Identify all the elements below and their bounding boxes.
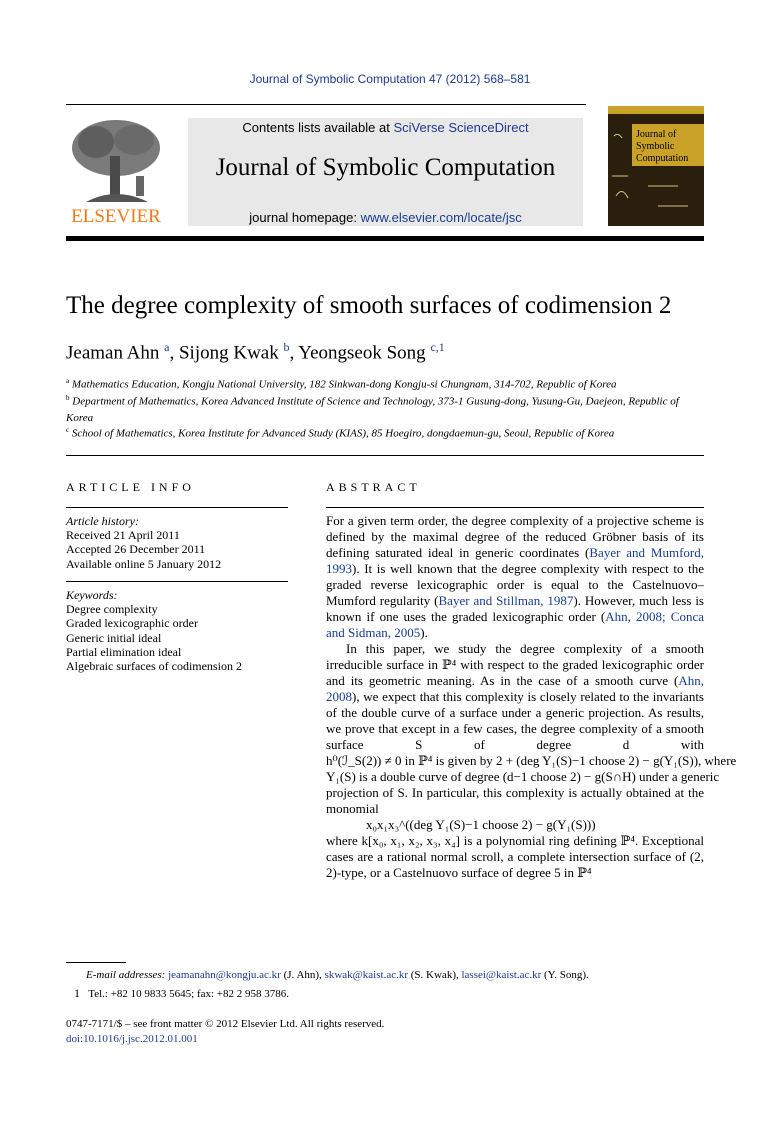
abstract-paragraph: where k[x₀, x₁, x₂, x₃, x₄] is a polynomial ring defining ℙ⁴. Exceptional cases are a rational normal scroll, a complete intersection surface of (2, 2)-type, or a Castelnuovo surface of degree 5 in ℙ⁴: [326, 833, 704, 880]
abstract-paragraph: For a given term order, the degree complexity of a projective scheme is defined by the maximal degree of the reduced Gröbner basis of its defining saturated ideal in generic coordinates (Bayer and Mumford, 1993). It is well known that the degree complexity with respect to the graded reverse lexicographic order is equal to the Castelnuovo–Mumford regularity (Bayer and Stillman, 1987). However, much less is known if one uses the graded lexicographic order (Ahn, 2008; Conca and Sidman, 2005).: [326, 513, 705, 640]
email-link[interactable]: lassei@kaist.ac.kr: [461, 969, 542, 981]
citation-link[interactable]: Bayer and Stillman, 1987: [438, 593, 574, 608]
affiliation: $^a$ Mathematics Education, Kongju National University, 182 Sinkwan-dong Kongju-si Chungnam, 314-702, Republic of Korea: [66, 377, 617, 391]
page-footer: [66, 1017, 384, 1047]
journal-cover-image: [608, 106, 704, 226]
citation-link[interactable]: Bayer and Mumford, 1993: [326, 545, 705, 576]
author-affil-mark[interactable]: a: [164, 340, 170, 354]
sciencedirect-link[interactable]: SciVerse ScienceDirect: [393, 120, 529, 135]
journal-name: Journal of Symbolic Computation: [215, 154, 556, 181]
keyword-item: Algebraic surfaces of codimension 2: [66, 659, 242, 674]
article-title: The degree complexity of smooth surfaces of codimension 2: [66, 292, 672, 319]
keywords-list: Keywords: Degree complexity Graded lexicographic order Generic initial ideal Partial elimination ideal Algebraic surfaces of codimension 2: [66, 588, 288, 673]
keywords-rule: [66, 581, 288, 582]
history-item: Received 21 April 2011: [66, 528, 180, 543]
email-footnote: E-mail addresses: jeamanahn@kongju.ac.kr (J. Ahn), skwak@kaist.ac.kr (S. Kwak), lassei@kaist.ac.kr (Y. Song).: [86, 969, 589, 981]
footnote-rule: [66, 962, 126, 963]
author-affil-mark[interactable]: c,1: [430, 340, 445, 354]
history-item: Accepted 26 December 2011: [66, 542, 206, 557]
math-expression: Y₁(S) is a double curve of degree (d−1 choose 2) − g(S∩H) under a generic: [326, 769, 720, 784]
svg-text:Computation: Computation: [636, 153, 689, 164]
abstract-rule: [326, 507, 704, 508]
article-info-heading: ARTICLE INFO: [66, 480, 195, 494]
abstract-body: [326, 513, 737, 881]
affiliation: $^c$ School of Mathematics, Korea Institute for Advanced Study (KIAS), 85 Hoegiro, dongdaemun-gu, Seoul, Republic of Korea: [66, 426, 615, 440]
elsevier-wordmark: ELSEVIER: [71, 206, 161, 227]
math-expression: h⁰(ℐ_S(2)) ≠ 0 in ℙ⁴ is given by 2 + (deg Y₁(S)−1 choose 2) − g(Y₁(S)), where: [326, 753, 737, 768]
contents-availability: Contents lists available at SciVerse ScienceDirect: [242, 120, 529, 135]
affiliation: $^b$ Department of Mathematics, Korea Advanced Institute of Science and Technology, 373-1 Gusung-dong, Yusung-Gu, Daejeon, Republic of Korea: [66, 394, 679, 424]
article-info-rule: [66, 507, 288, 508]
doi-link[interactable]: doi:10.1016/j.jsc.2012.01.001: [66, 1033, 198, 1045]
elsevier-tree-logo: [66, 116, 166, 228]
keyword-item: Degree complexity: [66, 602, 158, 617]
keyword-item: Generic initial ideal: [66, 630, 162, 645]
svg-text:Symbolic: Symbolic: [636, 141, 675, 152]
email-link[interactable]: jeamanahn@kongju.ac.kr: [168, 969, 281, 981]
journal-citation[interactable]: Journal of Symbolic Computation 47 (2012) 568–581: [249, 72, 531, 86]
journal-banner: [188, 118, 583, 226]
author-list: Jeaman Ahn $^a$, Sijong Kwak $^b$, Yeongseok Song $^{c,1}$: [66, 340, 445, 364]
author-name[interactable]: Yeongseok Song: [298, 342, 426, 364]
journal-homepage: journal homepage: www.elsevier.com/locate/jsc: [249, 210, 522, 225]
homepage-link[interactable]: www.elsevier.com/locate/jsc: [360, 210, 522, 225]
citation-link[interactable]: Ahn, 2008; Conca and Sidman, 2005: [326, 609, 704, 640]
copyright-line: 0747-7171/$ – see front matter © 2012 Elsevier Ltd. All rights reserved.: [66, 1018, 385, 1030]
author-name[interactable]: Sijong Kwak: [178, 342, 279, 364]
citation-link[interactable]: Ahn, 2008: [326, 673, 704, 704]
author-affil-mark[interactable]: b: [283, 340, 290, 354]
keyword-item: Partial elimination ideal: [66, 644, 182, 659]
section-rule: [66, 455, 704, 456]
phone-footnote: 1 Tel.: +82 10 9833 5645; fax: +82 2 958 3786.: [74, 986, 290, 1000]
header-rule: [66, 104, 586, 105]
email-link[interactable]: skwak@kaist.ac.kr: [324, 969, 409, 981]
header-thick-rule: [66, 236, 704, 241]
svg-text:Journal of: Journal of: [636, 129, 677, 140]
abstract-paragraph: In this paper, we study the degree complexity of a smooth irreducible surface in ℙ⁴ with respect to the graded lexicographic order and its geometric meaning. As in the case of a smooth curve (Ahn, 2008), we expect that this complexity is closely related to the invariants of the double curve of a surface under a generic projection. As results, we prove that except in a few cases, the degree complexity of a smooth surface S of degree d with h⁰(ℐ_S(2)) ≠ 0 in ℙ⁴ is given by 2 + (deg Y₁(S)−1 choose 2) − g(Y₁(S)), where Y₁(S) is a double curve of degree (d−1 choose 2) − g(S∩H) under a generic projection of S. In particular, this complexity is actually obtained at the monomial: [326, 641, 737, 816]
monomial-formula: x₀x₁x₃^((deg Y₁(S)−1 choose 2) − g(Y₁(S))): [366, 817, 596, 832]
article-history: Article history: Received 21 April 2011 Accepted 26 December 2011 Available online 5 January 2012: [66, 514, 288, 571]
abstract-heading: ABSTRACT: [326, 480, 421, 494]
author-name[interactable]: Jeaman Ahn: [66, 342, 160, 364]
history-item: Available online 5 January 2012: [66, 556, 222, 571]
keyword-item: Graded lexicographic order: [66, 616, 198, 631]
